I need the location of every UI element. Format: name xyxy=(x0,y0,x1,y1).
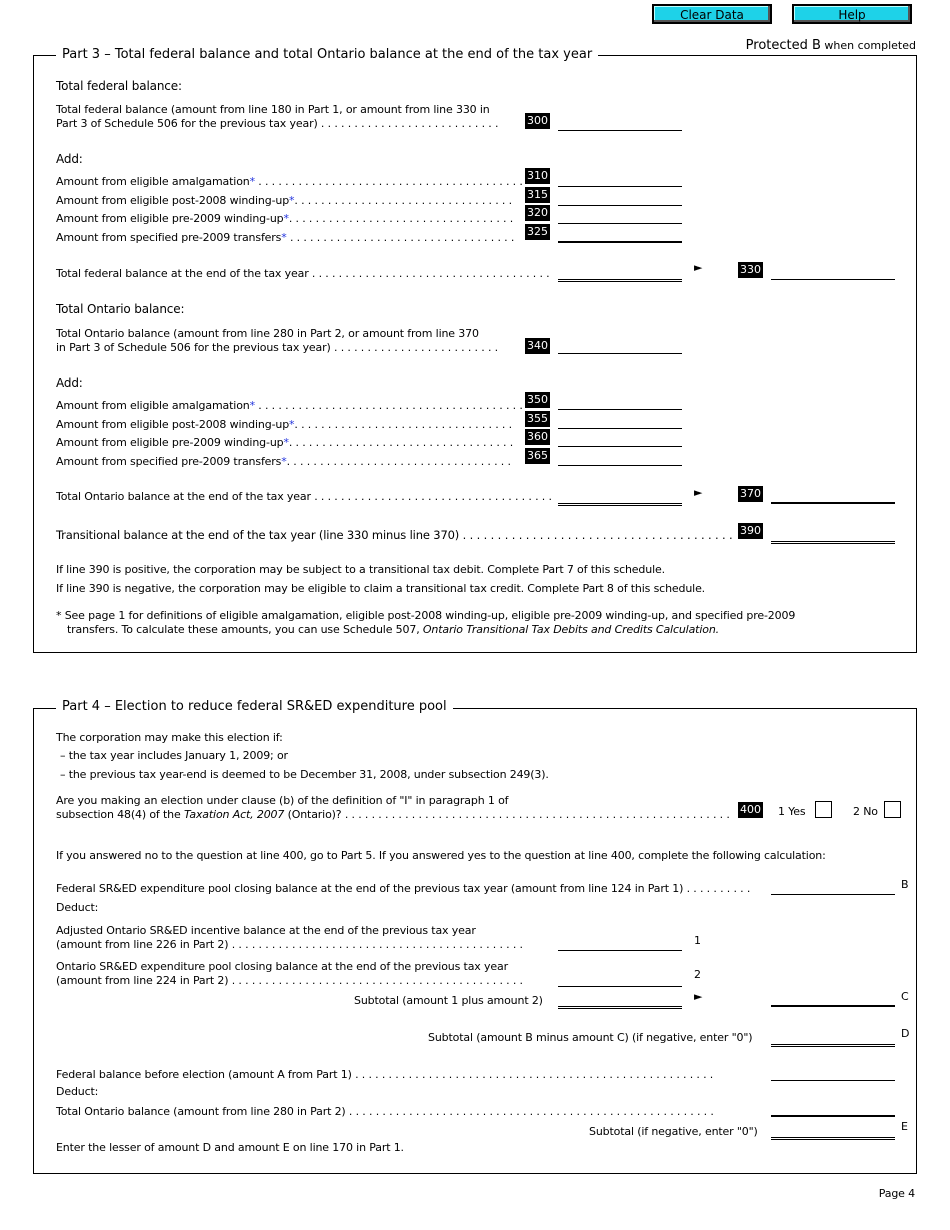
arrow-right-icon: ► xyxy=(694,990,703,1003)
line2-input[interactable] xyxy=(558,972,682,987)
line-code-365: 365 xyxy=(527,449,548,462)
line355-input[interactable] xyxy=(558,414,682,429)
lineC-input[interactable] xyxy=(771,991,895,1007)
condition-2: – the previous tax year-end is deemed to be December 31, 2008, under subsection 249(3). xyxy=(60,768,549,781)
line300-text2: Part 3 of Schedule 506 for the previous tax year) . . . . . . . . . . . . . . . . . . . . . . . . . . . xyxy=(56,117,499,130)
line1-text1: Adjusted Ontario SR&ED incentive balance at the end of the previous tax year xyxy=(56,924,476,937)
line-code-315: 315 xyxy=(527,188,548,201)
line300-input[interactable] xyxy=(558,116,682,131)
protected-b-text: Protected B xyxy=(745,38,821,53)
ontario-add-label: Add: xyxy=(56,376,83,390)
line315-label: Amount from eligible post-2008 winding-up*. . . . . . . . . . . . . . . . . . . . . . . . . . . . . . . . . xyxy=(56,194,512,207)
clear-data-button[interactable]: Clear Data xyxy=(652,4,772,24)
line-code-310: 310 xyxy=(527,169,548,182)
line330-input[interactable] xyxy=(771,265,895,280)
line-code-300: 300 xyxy=(527,114,548,127)
ontario-heading: Total Ontario balance: xyxy=(56,302,185,316)
line310-label: Amount from eligible amalgamation* . . . . . . . . . . . . . . . . . . . . . . . . . . . . . . . . . . . . . . . . xyxy=(56,175,523,188)
line320-input[interactable] xyxy=(558,209,682,224)
line-code-400: 400 xyxy=(740,803,761,816)
lineE-label: Subtotal (if negative, enter "0") xyxy=(589,1125,758,1138)
no-checkbox[interactable] xyxy=(884,801,901,818)
line370-input[interactable] xyxy=(771,488,895,504)
footnote-line2: transfers. To calculate these amounts, you can use Schedule 507, Ontario Transitional Tax Debits and Credits Calculation. xyxy=(67,623,719,636)
part4-intro: The corporation may make this election if: xyxy=(56,731,283,744)
federal-add-label: Add: xyxy=(56,152,83,166)
line365-input[interactable] xyxy=(558,451,682,466)
line2-text1: Ontario SR&ED expenditure pool closing balance at the end of the previous tax year xyxy=(56,960,508,973)
lineC-subtotal[interactable] xyxy=(558,993,682,1009)
condition-1: – the tax year includes January 1, 2009; or xyxy=(60,749,288,762)
lineD-label: Subtotal (amount B minus amount C) (if negative, enter "0") xyxy=(428,1031,753,1044)
q400-text2: subsection 48(4) of the Taxation Act, 2007 (Ontario)? . . . . . . . . . . . . . . . . . . . . . . . . . . . . . . . . . . . . . . . . . . . . . . . . . . . . . . . . . . xyxy=(56,808,730,821)
line2-text2: (amount from line 224 in Part 2) . . . . . . . . . . . . . . . . . . . . . . . . . . . . . . . . . . . . . . . . . . . . xyxy=(56,974,523,987)
q400-text1: Are you making an election under clause (b) of the definition of "I" in paragraph 1 of xyxy=(56,794,509,807)
line2-number: 2 xyxy=(694,968,701,981)
part3-title: Part 3 – Total federal balance and total Ontario balance at the end of the tax year xyxy=(56,47,598,63)
help-button[interactable]: Help xyxy=(792,4,912,24)
lineB-letter: B xyxy=(901,878,909,891)
line1-text2: (amount from line 226 in Part 2) . . . . . . . . . . . . . . . . . . . . . . . . . . . . . . . . . . . . . . . . . . . . xyxy=(56,938,523,951)
line-code-355: 355 xyxy=(527,412,548,425)
line330-subtotal[interactable] xyxy=(558,266,682,282)
line350-label: Amount from eligible amalgamation* . . . . . . . . . . . . . . . . . . . . . . . . . . . . . . . . . . . . . . . . xyxy=(56,399,523,412)
yes-checkbox[interactable] xyxy=(815,801,832,818)
lineD-letter: D xyxy=(901,1027,910,1040)
lineE-letter: E xyxy=(901,1120,908,1133)
line-code-370: 370 xyxy=(740,487,761,500)
total-ontario-input[interactable] xyxy=(771,1101,895,1117)
line330-label: Total federal balance at the end of the tax year . . . . . . . . . . . . . . . . . . . . . . . . . . . . . . . . . . . . xyxy=(56,267,550,280)
note-positive: If line 390 is positive, the corporation may be subject to a transitional tax debit. Complete Part 7 of this schedule. xyxy=(56,563,665,576)
lineC-label: Subtotal (amount 1 plus amount 2) xyxy=(354,994,543,1007)
line310-input[interactable] xyxy=(558,172,682,187)
lineD-input[interactable] xyxy=(771,1031,895,1047)
part4-instruction: If you answered no to the question at line 400, go to Part 5. If you answered yes to the question at line 400, complete the following calculation: xyxy=(56,849,826,862)
line-code-360: 360 xyxy=(527,430,548,443)
line315-input[interactable] xyxy=(558,191,682,206)
federal-heading: Total federal balance: xyxy=(56,79,182,93)
arrow-right-icon: ► xyxy=(694,486,703,499)
yes-label: 1 Yes xyxy=(778,805,806,818)
line1-input[interactable] xyxy=(558,936,682,951)
line360-label: Amount from eligible pre-2009 winding-up*. . . . . . . . . . . . . . . . . . . . . . . . . . . . . . . . . . xyxy=(56,436,514,449)
line390-input[interactable] xyxy=(771,528,895,544)
footnote-line1: * See page 1 for definitions of eligible amalgamation, eligible post-2008 winding-up, eligible pre-2009 winding-up, and specified pre-2009 xyxy=(56,609,796,622)
page-number: Page 4 xyxy=(878,1187,915,1200)
line370-subtotal[interactable] xyxy=(558,490,682,506)
line390-label: Transitional balance at the end of the tax year (line 330 minus line 370) . . . . . . . . . . . . . . . . . . . . . . . . . . . . . . . . . . . . . . . xyxy=(56,528,733,542)
line340-input[interactable] xyxy=(558,339,682,354)
total-ontario-label: Total Ontario balance (amount from line 280 in Part 2) . . . . . . . . . . . . . . . . . . . . . . . . . . . . . . . . . . . . . . . . . . . . . . . . . . . . . . . xyxy=(56,1105,714,1118)
line370-label: Total Ontario balance at the end of the tax year . . . . . . . . . . . . . . . . . . . . . . . . . . . . . . . . . . . . xyxy=(56,490,552,503)
lineB-input[interactable] xyxy=(771,880,895,895)
deduct-label-2: Deduct: xyxy=(56,1085,99,1098)
final-note: Enter the lesser of amount D and amount E on line 170 in Part 1. xyxy=(56,1141,404,1154)
part4-title: Part 4 – Election to reduce federal SR&ED expenditure pool xyxy=(56,699,453,715)
line350-input[interactable] xyxy=(558,395,682,410)
lineC-letter: C xyxy=(901,990,909,1003)
line1-number: 1 xyxy=(694,934,701,947)
arrow-right-icon: ► xyxy=(694,261,703,274)
line340-text1: Total Ontario balance (amount from line 280 in Part 2, or amount from line 370 xyxy=(56,327,479,340)
federal-before-label: Federal balance before election (amount A from Part 1) . . . . . . . . . . . . . . . . . . . . . . . . . . . . . . . . . . . . . . . . . . . . . . . . . . . . . . xyxy=(56,1068,714,1081)
line-code-390: 390 xyxy=(740,524,761,537)
line325-input[interactable] xyxy=(558,227,682,243)
line-code-320: 320 xyxy=(527,206,548,219)
when-completed-text: when completed xyxy=(820,39,916,52)
lineE-input[interactable] xyxy=(771,1124,895,1140)
line365-label: Amount from specified pre-2009 transfers*. . . . . . . . . . . . . . . . . . . . . . . . . . . . . . . . . . xyxy=(56,455,511,468)
line360-input[interactable] xyxy=(558,432,682,447)
line320-label: Amount from eligible pre-2009 winding-up*. . . . . . . . . . . . . . . . . . . . . . . . . . . . . . . . . . xyxy=(56,212,514,225)
note-negative: If line 390 is negative, the corporation may be eligible to claim a transitional tax credit. Complete Part 8 of this schedule. xyxy=(56,582,706,595)
line-code-325: 325 xyxy=(527,225,548,238)
line355-label: Amount from eligible post-2008 winding-up*. . . . . . . . . . . . . . . . . . . . . . . . . . . . . . . . . xyxy=(56,418,512,431)
line325-label: Amount from specified pre-2009 transfers* . . . . . . . . . . . . . . . . . . . . . . . . . . . . . . . . . . xyxy=(56,231,515,244)
line-code-340: 340 xyxy=(527,339,548,352)
line-code-330: 330 xyxy=(740,263,761,276)
deduct-label: Deduct: xyxy=(56,901,99,914)
protected-label xyxy=(746,34,916,53)
lineB-label: Federal SR&ED expenditure pool closing balance at the end of the previous tax year (amount from line 124 in Part 1) . . . . . . . . . . xyxy=(56,882,751,895)
no-label: 2 No xyxy=(853,805,878,818)
federal-before-input[interactable] xyxy=(771,1066,895,1081)
line-code-350: 350 xyxy=(527,393,548,406)
line340-text2: in Part 3 of Schedule 506 for the previous tax year) . . . . . . . . . . . . . . . . . . . . . . . . . xyxy=(56,341,498,354)
line300-text1: Total federal balance (amount from line 180 in Part 1, or amount from line 330 in xyxy=(56,103,490,116)
